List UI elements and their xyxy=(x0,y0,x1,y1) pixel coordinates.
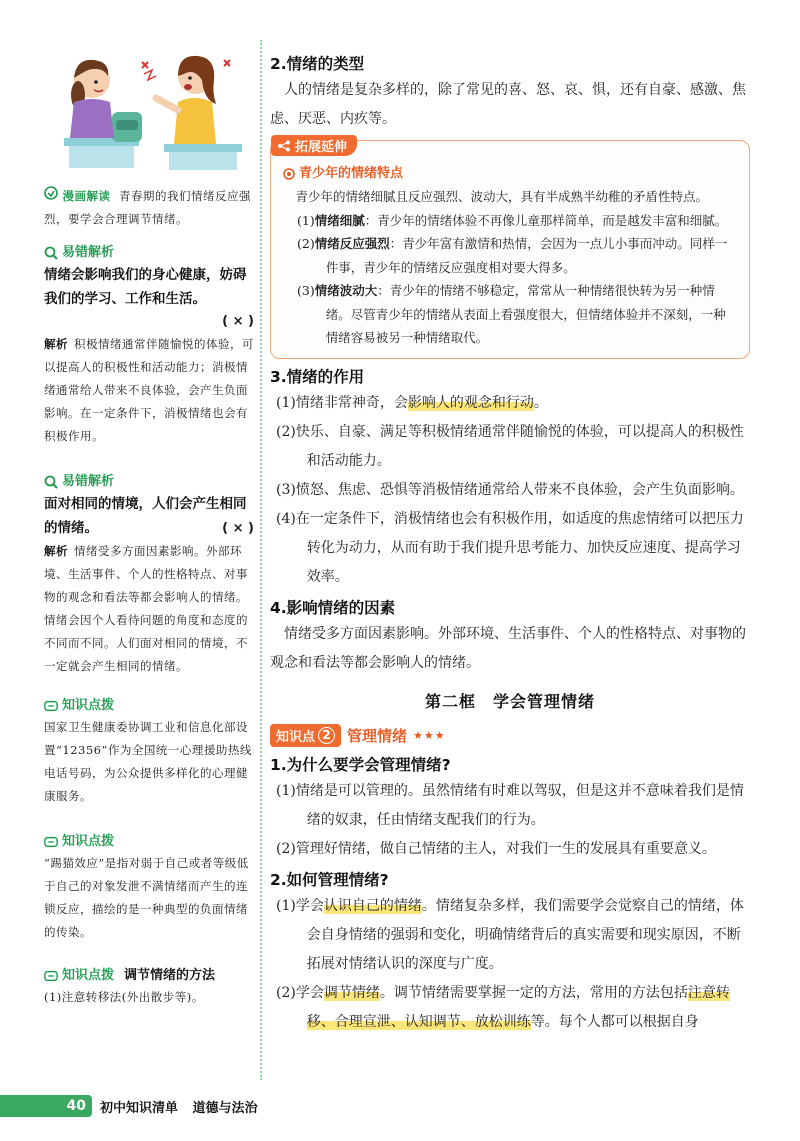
error-analysis-label: 易错解析 xyxy=(62,245,115,260)
comic-reading-text: 青春期的我们情绪反应强烈，要学会合理调节情绪。 xyxy=(44,189,252,226)
knowledge-tip-text: “踢猫效应”是指对弱于自己或者等级低于自己的对象发泄不满情绪而产生的连锁反应，描绘的是一种典型的负面情绪的传染。 xyxy=(44,856,249,939)
list-item: (3)愤怒、焦虑、恐惧等消极情绪通常给人带来不良体验，会产生负面影响。 xyxy=(276,481,744,498)
comic-girls-arguing-icon xyxy=(44,40,249,175)
list-item: (1)学会认识自己的情绪。情绪复杂多样，我们需要学会觉察自己的情绪，体会自身情绪的强弱和变化，明确情绪背后的真实需要和现实原因，不断拓展对情绪认识的深度与广度。 xyxy=(276,897,744,972)
error-analysis-label: 易错解析 xyxy=(62,474,115,489)
expand-item: (2)情绪反应强烈：青少年富有激情和热情，会因为一点儿小事而冲动。同样一件事，青少年的情绪反应强度相对要大得多。 xyxy=(297,236,728,275)
analysis-text: 情绪受多方面因素影响。外部环境、生活事件、个人的性格特点、对事物的观念和看法等都会影响人的情绪。情绪会因个人看待问题的角度和态度的不同而不同。人们面对相同的情境，不一定就会产生相同的情绪。 xyxy=(44,544,248,673)
speech-bubble-icon xyxy=(44,186,58,200)
list-item: (2)管理好情绪，做自己情绪的主人，对我们一生的发展具有重要意义。 xyxy=(276,840,716,857)
knowledge-tip-title: 调节情绪的方法 xyxy=(124,968,216,983)
knowledge-tip-text: (1)注意转移法(外出散步等)。 xyxy=(44,990,204,1004)
expand-box xyxy=(270,140,750,359)
knowledge-tip-block-1 xyxy=(44,696,254,808)
list-item: (1)情绪是可以管理的。虽然情绪有时难以驾驭，但是这并不意味着我们是情绪的奴隶，任由情绪支配我们的行为。 xyxy=(276,782,744,828)
analysis-label: 解析 xyxy=(44,544,68,558)
highlight: 调节情绪 xyxy=(323,984,380,1001)
knowledge-point-title: 管理情绪 xyxy=(347,726,408,745)
list-item: (1)情绪非常神奇，会影响人的观念和行动。 xyxy=(276,394,548,411)
analysis-text: 积极情绪通常伴随愉悦的体验，可以提高人的积极性和活动能力；消极情绪通常给人带来不良体验，会产生负面影响。在一定条件下，消极情绪也会有积极作用。 xyxy=(44,337,254,443)
heading-influencing-factors: 4.影响情绪的因素 xyxy=(270,598,396,617)
wrong-mark: ( × ) xyxy=(222,521,254,536)
expand-tag: 拓展延伸 xyxy=(271,135,357,156)
magnifier-icon xyxy=(44,246,58,260)
heading-why-manage: 1.为什么要学会管理情绪? xyxy=(270,755,451,774)
comic-illustration xyxy=(44,40,249,175)
knowledge-tip-text: 国家卫生健康委协调工业和信息化部设置“12356”作为全国统一心理援助热线电话号码，为公众提供多样化的心理健康服务。 xyxy=(44,720,252,803)
expand-item: (1)情绪细腻：青少年的情绪体验不再像儿童那样简单，而是越发丰富和细腻。 xyxy=(297,212,728,228)
highlight: 注意转移、合理宣泄、认知调节、放松训练 xyxy=(306,984,730,1030)
expand-intro: 青少年的情绪细腻且反应强烈、波动大，具有半成熟半幼稚的矛盾性特点。 xyxy=(295,189,709,204)
comic-reading-block xyxy=(44,185,254,231)
heading-how-manage: 2.如何管理情绪? xyxy=(270,870,389,889)
lightbulb-tip-icon xyxy=(44,699,58,713)
wrong-mark: ( × ) xyxy=(222,314,254,329)
list-item: (2)学会调节情绪。调节情绪需要掌握一定的方法，常用的方法包括注意转移、合理宣泄、认知调节、放松训练等。每个人都可以根据自身 xyxy=(276,984,730,1030)
list-item: (4)在一定条件下，消极情绪也会有积极作用，如适度的焦虑情绪可以把压力转化为动力，从而有助于我们提升思考能力、加快反应速度、提高学习效率。 xyxy=(276,510,744,585)
target-bullet-icon xyxy=(283,168,295,180)
subject-title: 道德与法治 xyxy=(192,1100,258,1116)
page-number: 40 xyxy=(0,1095,92,1117)
expand-subtitle: 青少年的情绪特点 xyxy=(283,163,737,185)
knowledge-point-number: 2 xyxy=(318,727,335,744)
magnifier-icon xyxy=(44,475,58,489)
page-footer xyxy=(0,1094,300,1118)
knowledge-point-header xyxy=(270,724,750,747)
section-title: 第二框 学会管理情绪 xyxy=(424,691,595,711)
main-content xyxy=(270,48,750,1037)
heading-emotion-types: 2.情绪的类型 xyxy=(270,55,365,73)
expand-item: (3)情绪波动大：青少年的情绪不够稳定，常常从一种情绪很快转为另一种情绪。尽管青少年的情绪从表面上看强度很大，但情绪体验并不深刻，一种情绪容易被另一种情绪取代。 xyxy=(297,283,726,345)
share-nodes-icon xyxy=(277,140,291,152)
error-statement: 面对相同的情境，人们会产生相同的情绪。 xyxy=(44,496,247,536)
highlight: 影响人的观念和行动 xyxy=(407,394,534,411)
error-analysis-block-1 xyxy=(44,243,254,448)
sidebar xyxy=(44,40,262,1080)
knowledge-tip-label: 知识点拨 xyxy=(62,698,115,713)
analysis-label: 解析 xyxy=(44,337,68,351)
influencing-factors-text: 情绪受多方面因素影响。外部环境、生活事件、个人的性格特点、对事物的观念和看法等都会影响人的情绪。 xyxy=(270,625,746,671)
knowledge-tip-block-3 xyxy=(44,966,254,1009)
error-statement: 情绪会影响我们的身心健康，妨碍我们的学习、工作和生活。 xyxy=(44,267,247,307)
comic-reading-label: 漫画解读 xyxy=(44,189,115,203)
error-analysis-block-2 xyxy=(44,472,254,678)
emotion-types-text: 人的情绪是复杂多样的，除了常见的喜、怒、哀、惧，还有自豪、感激、焦虑、厌恶、内疚等。 xyxy=(270,82,746,127)
highlight: 认识自己的情绪 xyxy=(323,897,422,914)
importance-stars-icon: ★★★ xyxy=(413,728,446,742)
knowledge-tip-label: 知识点拨 xyxy=(62,968,115,983)
knowledge-point-badge: 知识点 2 xyxy=(270,724,341,747)
list-item: (2)快乐、自豪、满足等积极情绪通常伴随愉悦的体验，可以提高人的积极性和活动能力。 xyxy=(276,423,744,469)
book-title: 初中知识清单 xyxy=(100,1100,179,1116)
lightbulb-tip-icon xyxy=(44,969,58,983)
heading-emotion-functions: 3.情绪的作用 xyxy=(270,367,365,386)
knowledge-tip-label: 知识点拨 xyxy=(62,834,115,849)
knowledge-tip-block-2 xyxy=(44,832,254,944)
lightbulb-tip-icon xyxy=(44,835,58,849)
